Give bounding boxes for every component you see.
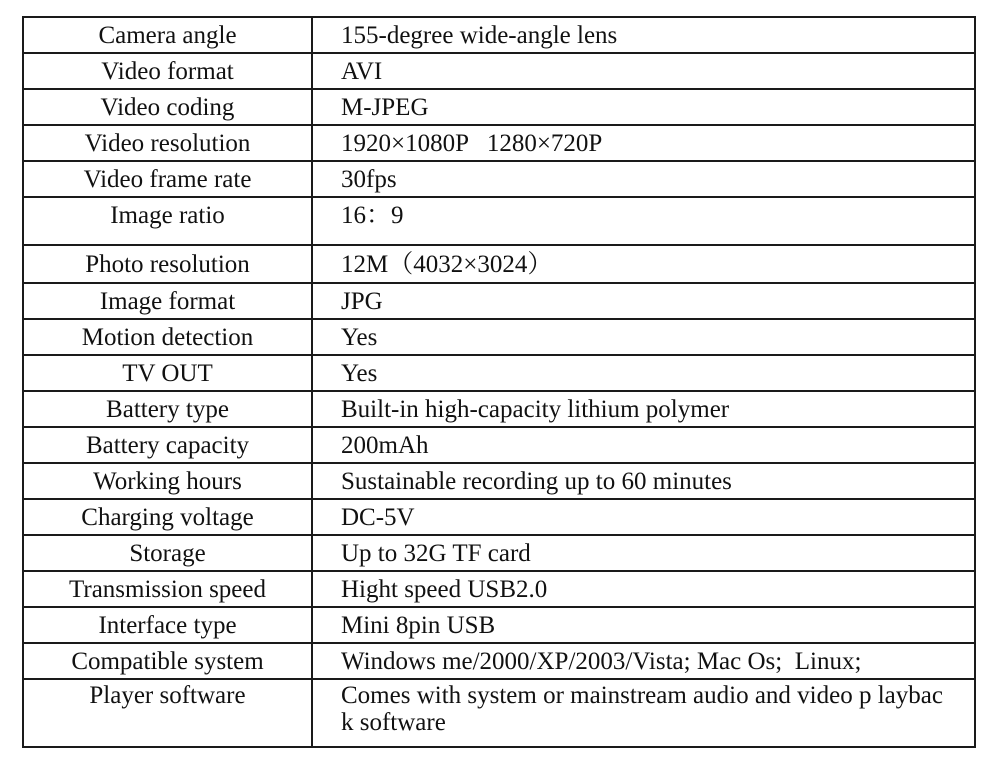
spec-value: M-JPEG xyxy=(312,89,975,125)
spec-value: DC-5V xyxy=(312,499,975,535)
spec-label: Camera angle xyxy=(23,17,312,53)
spec-label: Video resolution xyxy=(23,125,312,161)
spec-value: Sustainable recording up to 60 minutes xyxy=(312,463,975,499)
table-row xyxy=(23,463,975,499)
table-row xyxy=(23,355,975,391)
spec-label: Battery type xyxy=(23,391,312,427)
spec-label: Working hours xyxy=(23,463,312,499)
spec-label: Player software xyxy=(23,679,312,747)
spec-label: Interface type xyxy=(23,607,312,643)
spec-value: Windows me/2000/XP/2003/Vista; Mac Os; Linux; xyxy=(312,643,975,679)
spec-label: Storage xyxy=(23,535,312,571)
spec-value: Built-in high-capacity lithium polymer xyxy=(312,391,975,427)
spec-label: Image ratio xyxy=(23,197,312,245)
table-row xyxy=(23,245,975,283)
table-row xyxy=(23,17,975,53)
table-row xyxy=(23,161,975,197)
table-row xyxy=(23,283,975,319)
table-row xyxy=(23,391,975,427)
spec-value: JPG xyxy=(312,283,975,319)
spec-value: 16：9 xyxy=(312,197,975,245)
spec-value: Yes xyxy=(312,319,975,355)
spec-value: Hight speed USB2.0 xyxy=(312,571,975,607)
table-row xyxy=(23,89,975,125)
spec-value: 200mAh xyxy=(312,427,975,463)
table-row xyxy=(23,125,975,161)
table-row xyxy=(23,643,975,679)
spec-label: Motion detection xyxy=(23,319,312,355)
spec-label: Transmission speed xyxy=(23,571,312,607)
table-row xyxy=(23,427,975,463)
table-row xyxy=(23,53,975,89)
table-row xyxy=(23,679,975,747)
spec-label: Video frame rate xyxy=(23,161,312,197)
spec-value: 12M（4032×3024） xyxy=(312,245,975,283)
spec-value: 1920×1080P 1280×720P xyxy=(312,125,975,161)
spec-table xyxy=(22,16,976,748)
table-row xyxy=(23,319,975,355)
spec-value: 155-degree wide-angle lens xyxy=(312,17,975,53)
spec-label: Battery capacity xyxy=(23,427,312,463)
spec-value: AVI xyxy=(312,53,975,89)
spec-label: Image format xyxy=(23,283,312,319)
spec-value: Up to 32G TF card xyxy=(312,535,975,571)
spec-value: Mini 8pin USB xyxy=(312,607,975,643)
spec-label: Charging voltage xyxy=(23,499,312,535)
spec-label: Video format xyxy=(23,53,312,89)
spec-label: TV OUT xyxy=(23,355,312,391)
spec-label: Photo resolution xyxy=(23,245,312,283)
spec-label: Video coding xyxy=(23,89,312,125)
spec-label: Compatible system xyxy=(23,643,312,679)
spec-value: 30fps xyxy=(312,161,975,197)
spec-value: Comes with system or mainstream audio and video p layback software xyxy=(312,679,975,747)
table-row xyxy=(23,571,975,607)
table-row xyxy=(23,197,975,245)
table-row xyxy=(23,607,975,643)
spec-value: Yes xyxy=(312,355,975,391)
table-row xyxy=(23,535,975,571)
table-row xyxy=(23,499,975,535)
